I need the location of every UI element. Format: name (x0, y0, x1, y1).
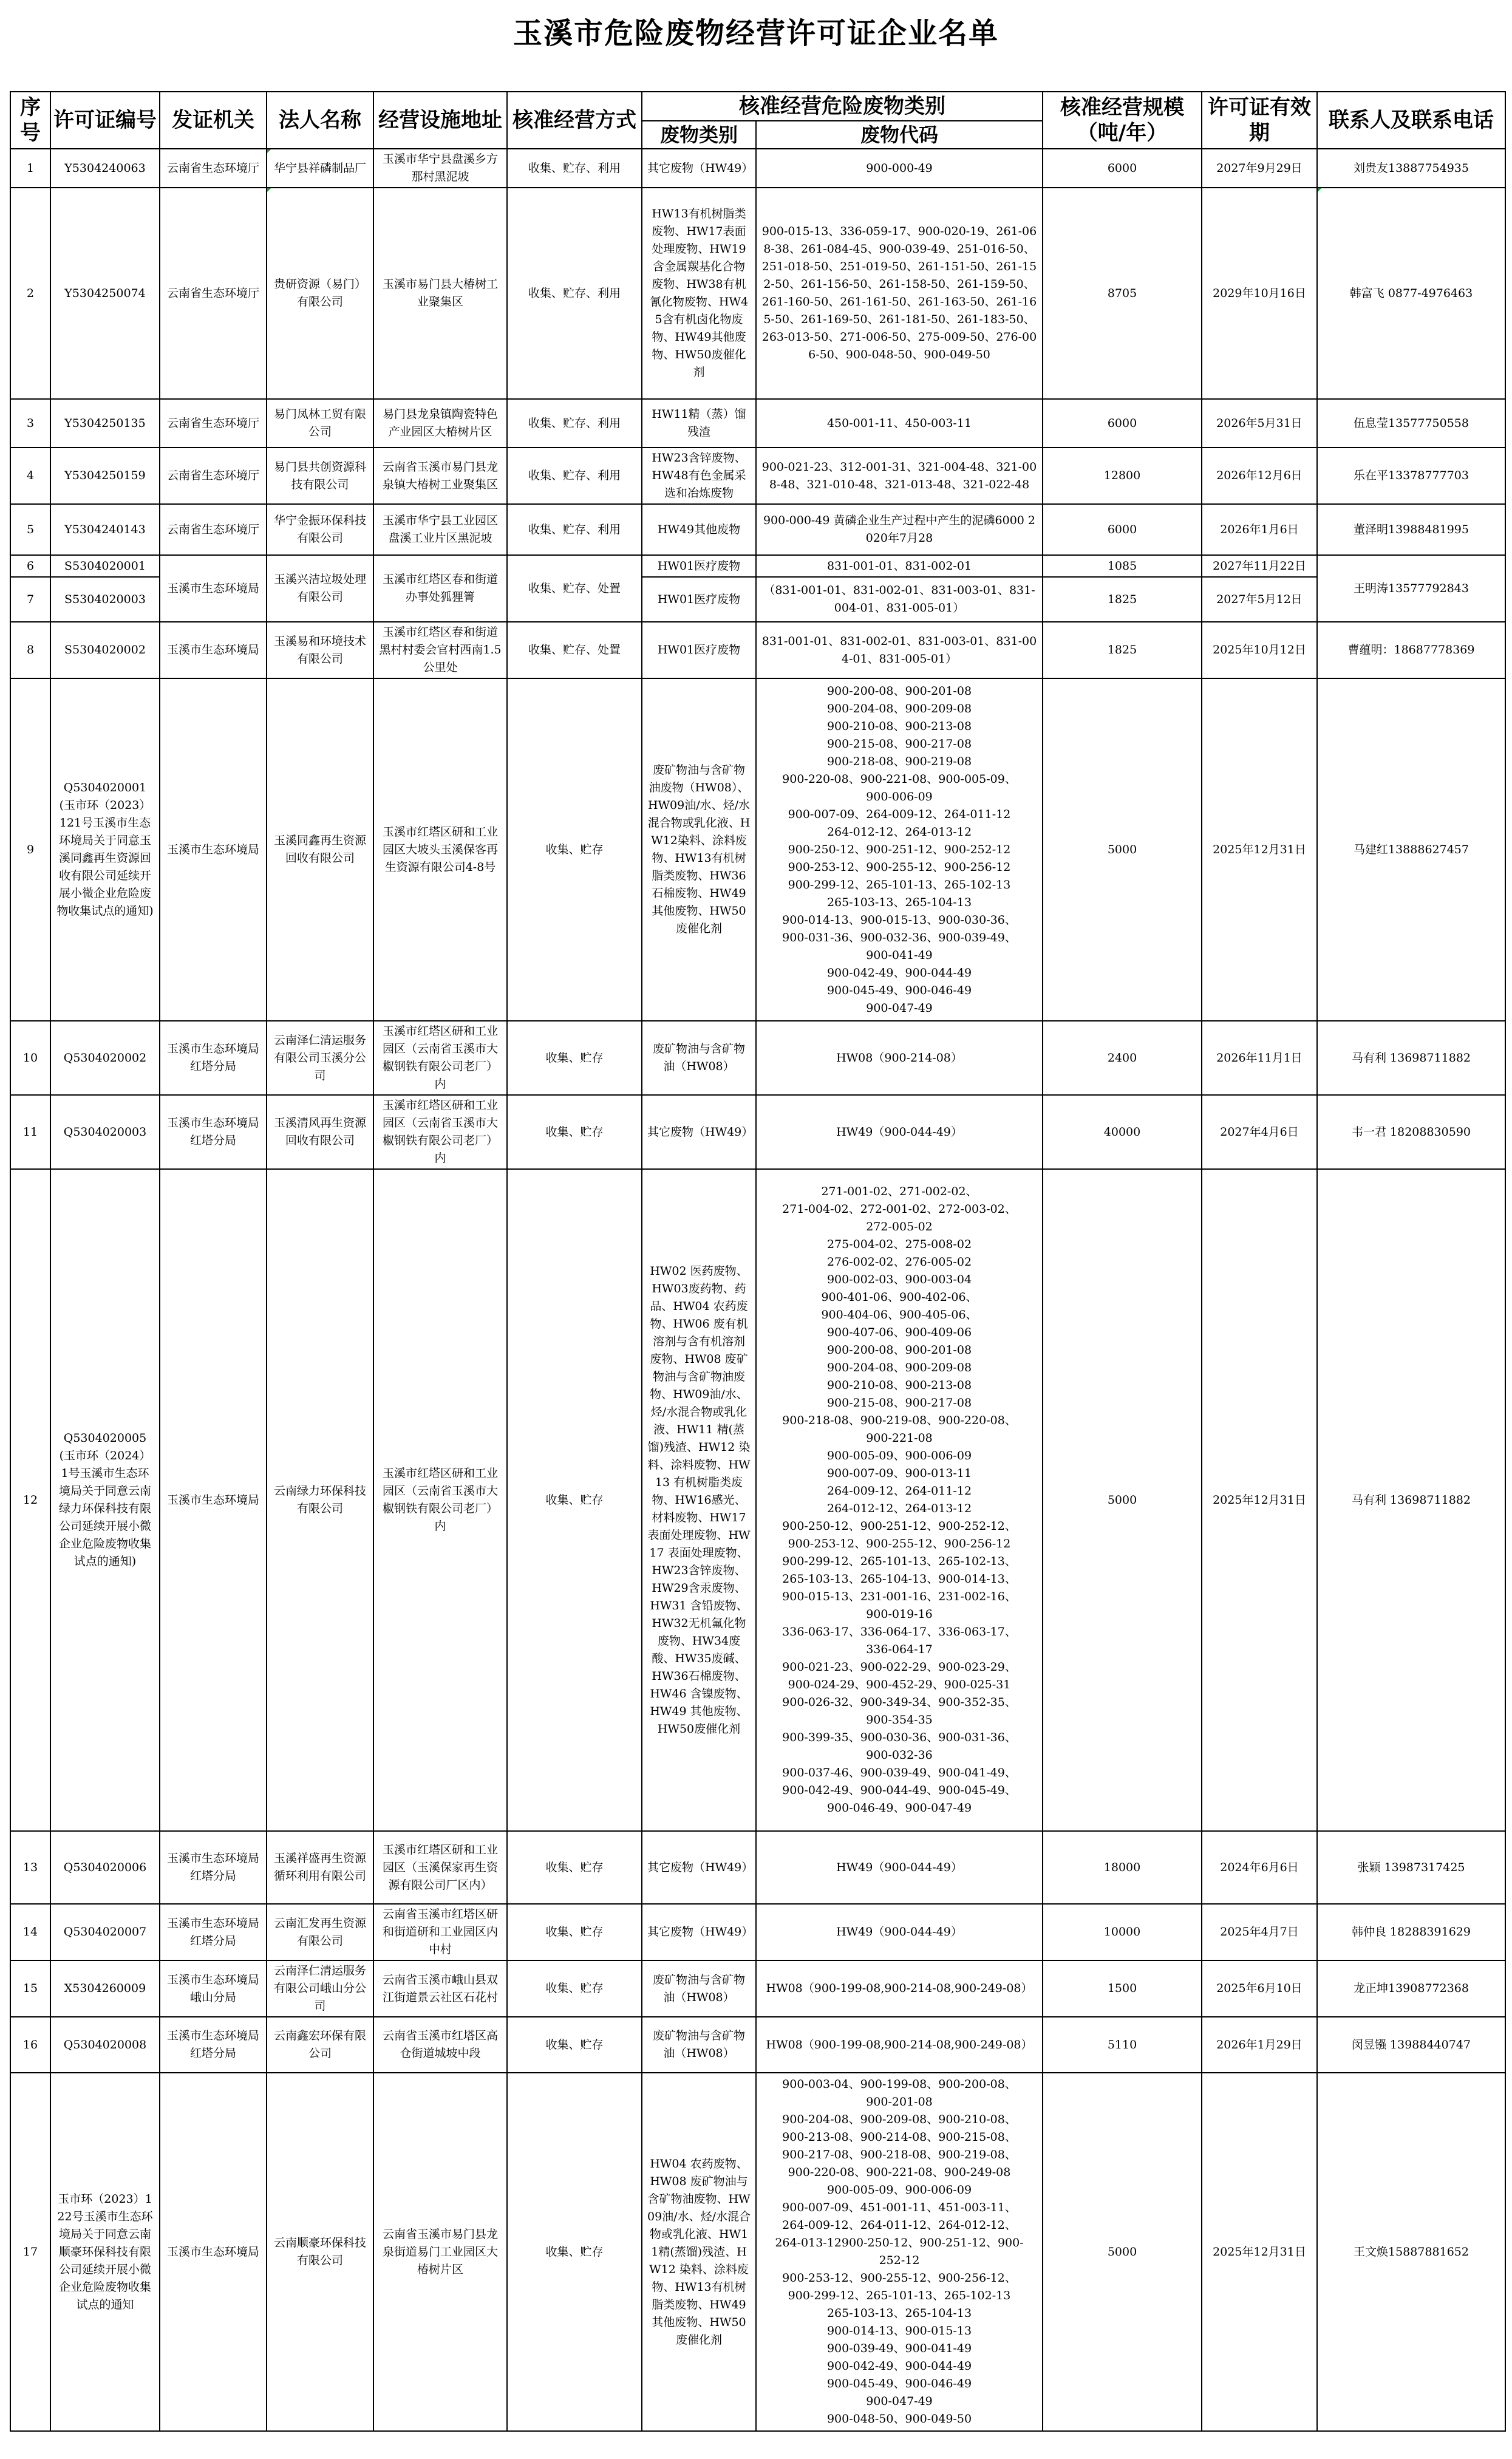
header-validity: 许可证有效期 (1202, 92, 1317, 149)
cell-mode: 收集、贮存、处置 (507, 622, 642, 678)
cell-name: 云南顺豪环保科技有限公司 (267, 2073, 373, 2431)
cell-contact: 曹蕴明：18687778369 (1317, 622, 1505, 678)
cell-name: 贵研资源（易门）有限公司 (267, 188, 373, 399)
table-row (10, 1904, 1505, 1960)
cell-address: 玉溪市红塔区春和街道黑村村委会官村西南1.5公里处 (373, 622, 507, 678)
table-row (10, 399, 1505, 448)
cell-mode: 收集、贮存、利用 (507, 399, 642, 448)
cell-issuer: 玉溪市生态环境局 (160, 678, 267, 1021)
cell-license: Q5304020001(玉市环（2023）121号玉溪市生态环境局关于同意玉溪同鑫再生资源回收有限公司延续开展小微企业危险废物收集试点的通知) (50, 678, 160, 1021)
cell-no: 5 (10, 504, 50, 555)
cell-code: 900-015-13、336-059-17、900-020-19、261-068-38、261-084-45、900-039-49、251-016-50、251-018-50、251-019-50、261-151-50、261-152-50、261-156-50、261-158-50、261-159-50、261-160-50、261-161-50、261-163-50、261-165-50、261-169-50、261-181-50、261-183-50、263-013-50、271-006-50、275-009-50、276-006-50、900-048-50、900-049-50 (756, 188, 1043, 399)
table-row (10, 555, 1505, 577)
cell-category: 废矿物油与含矿物油废物（HW08）、HW09油/水、烃/水混合物或乳化液、HW12染料、涂料废物、HW13有机树脂类废物、HW36 石棉废物、HW49 其他废物、HW50 废催化剂 (642, 678, 756, 1021)
cell-license: Q5304020008 (50, 2017, 160, 2073)
cell-issuer: 玉溪市生态环境局红塔分局 (160, 1021, 267, 1095)
cell-address: 玉溪市红塔区研和工业园区（云南省玉溪市大椒钢铁有限公司老厂）内 (373, 1021, 507, 1095)
cell-category: 其它废物（HW49） (642, 1904, 756, 1960)
cell-no: 14 (10, 1904, 50, 1960)
cell-issuer: 玉溪市生态环境局红塔分局 (160, 1095, 267, 1169)
cell-scale: 5000 (1043, 678, 1202, 1021)
cell-no: 12 (10, 1169, 50, 1831)
cell-code: 900-000-49 黄磷企业生产过程中产生的泥磷6000 2020年7月28 (756, 504, 1043, 555)
cell-contact: 韦一君 18208830590 (1317, 1095, 1505, 1169)
cell-code: 450-001-11、450-003-11 (756, 399, 1043, 448)
table-row (10, 1021, 1505, 1095)
cell-category: 其它废物（HW49） (642, 1095, 756, 1169)
cell-address: 玉溪市易门县大椿树工业聚集区 (373, 188, 507, 399)
cell-no: 6 (10, 555, 50, 577)
table-row (10, 1095, 1505, 1169)
cell-address: 玉溪市红塔区研和工业园区（玉溪保家再生资源有限公司厂区内） (373, 1831, 507, 1904)
cell-address: 云南省玉溪市红塔区研和街道研和工业园区内中村 (373, 1904, 507, 1960)
table-row (10, 1169, 1505, 1831)
cell-name: 云南汇发再生资源有限公司 (267, 1904, 373, 1960)
cell-address: 玉溪市红塔区春和街道办事处狐狸箐 (373, 555, 507, 622)
cell-contact: 刘贵友13887754935 (1317, 149, 1505, 188)
cell-scale: 40000 (1043, 1095, 1202, 1169)
cell-validity: 2026年12月6日 (1202, 448, 1317, 504)
cell-no: 2 (10, 188, 50, 399)
cell-scale: 8705 (1043, 188, 1202, 399)
cell-scale: 6000 (1043, 399, 1202, 448)
header-issuer: 发证机关 (160, 92, 267, 149)
cell-no: 11 (10, 1095, 50, 1169)
cell-category: 其它废物（HW49） (642, 1831, 756, 1904)
cell-license: Q5304020005(玉市环（2024）1号玉溪市生态环境局关于同意云南绿力环保科技有限公司延续开展小微企业危险废物收集试点的通知) (50, 1169, 160, 1831)
cell-code: 900-000-49 (756, 149, 1043, 188)
header-waste-group: 核准经营危险废物类别 (642, 92, 1043, 121)
cell-code: HW49（900-044-49） (756, 1831, 1043, 1904)
header-waste-category: 废物类别 (642, 121, 756, 149)
cell-contact: 闵昱镪 13988440747 (1317, 2017, 1505, 2073)
cell-category: HW11精（蒸）馏残渣 (642, 399, 756, 448)
table-row (10, 622, 1505, 678)
cell-name: 云南绿力环保科技有限公司 (267, 1169, 373, 1831)
header-facility-address: 经营设施地址 (373, 92, 507, 149)
cell-code: HW08（900-199-08,900-214-08,900-249-08） (756, 1960, 1043, 2017)
cell-scale: 1825 (1043, 577, 1202, 622)
cell-mode: 收集、贮存 (507, 1021, 642, 1095)
cell-scale: 12800 (1043, 448, 1202, 504)
cell-address: 玉溪市华宁县盘溪乡方那村黑泥坡 (373, 149, 507, 188)
cell-address: 玉溪市红塔区研和工业园区（云南省玉溪市大椒钢铁有限公司老厂）内 (373, 1095, 507, 1169)
cell-mode: 收集、贮存、利用 (507, 504, 642, 555)
cell-issuer: 云南省生态环境厅 (160, 448, 267, 504)
cell-license: Y5304250135 (50, 399, 160, 448)
cell-license: Y5304250074 (50, 188, 160, 399)
cell-scale: 10000 (1043, 1904, 1202, 1960)
cell-contact: 马有利 13698711882 (1317, 1021, 1505, 1095)
cell-category: 废矿物油与含矿物油（HW08） (642, 1960, 756, 2017)
cell-name: 易门县共创资源科技有限公司 (267, 448, 373, 504)
cell-contact: 韩富飞 0877-4976463 (1317, 188, 1505, 399)
cell-validity: 2026年11月1日 (1202, 1021, 1317, 1095)
cell-issuer: 玉溪市生态环境局 (160, 2073, 267, 2431)
cell-issuer: 玉溪市生态环境局 (160, 622, 267, 678)
cell-no: 9 (10, 678, 50, 1021)
cell-validity: 2025年4月7日 (1202, 1904, 1317, 1960)
cell-name: 玉溪兴洁垃圾处理有限公司 (267, 555, 373, 622)
cell-mode: 收集、贮存 (507, 1169, 642, 1831)
cell-no: 13 (10, 1831, 50, 1904)
cell-mode: 收集、贮存、利用 (507, 448, 642, 504)
cell-category: HW01医疗废物 (642, 577, 756, 622)
header-no: 序号 (10, 92, 50, 149)
cell-license: Y5304250159 (50, 448, 160, 504)
cell-scale: 5000 (1043, 1169, 1202, 1831)
cell-mode: 收集、贮存 (507, 2017, 642, 2073)
cell-scale: 1500 (1043, 1960, 1202, 2017)
cell-code: 900-200-08、900-201-08 900-204-08、900-209-08 900-210-08、900-213-08 900-215-08、900-217-08 900-218-08、900-219-08 900-220-08、900-221-08、900-005-09、 900-006-09 900-007-09、264-009-12、264-011-12 264-012-12、264-013-12 900-250-12、900-251-12、900-252-12 900-253-12、900-255-12、900-256-12 900-299-12、265-101-13、265-102-13 265-103-13、265-104-13 900-014-13、900-015-13、900-030-36、 900-031-36、900-032-36、900-039-49、 900-041-49 900-042-49、900-044-49 900-045-49、900-046-49 900-047-49 (756, 678, 1043, 1021)
cell-code: HW49（900-044-49） (756, 1095, 1043, 1169)
cell-name: 云南泽仁清运服务有限公司峨山分公司 (267, 1960, 373, 2017)
cell-contact: 伍息莹13577750558 (1317, 399, 1505, 448)
table-row (10, 1960, 1505, 2017)
cell-address: 易门县龙泉镇陶瓷特色产业园区大椿树片区 (373, 399, 507, 448)
cell-mode: 收集、贮存、利用 (507, 149, 642, 188)
cell-license: Q5304020007 (50, 1904, 160, 1960)
cell-address: 云南省玉溪市易门县龙泉镇大椿树工业聚集区 (373, 448, 507, 504)
cell-no: 10 (10, 1021, 50, 1095)
cell-validity: 2026年1月6日 (1202, 504, 1317, 555)
cell-mode: 收集、贮存、处置 (507, 555, 642, 622)
cell-category: HW01医疗废物 (642, 555, 756, 577)
cell-mode: 收集、贮存 (507, 1960, 642, 2017)
header-scale: 核准经营规模（吨/年） (1043, 92, 1202, 149)
cell-name: 玉溪祥盛再生资源循环利用有限公司 (267, 1831, 373, 1904)
cell-license: Q5304020003 (50, 1095, 160, 1169)
cell-issuer: 玉溪市生态环境局红塔分局 (160, 2017, 267, 2073)
header-license-no: 许可证编号 (50, 92, 160, 149)
cell-category: HW01医疗废物 (642, 622, 756, 678)
cell-no: 17 (10, 2073, 50, 2431)
table-row (10, 2073, 1505, 2431)
header-waste-code: 废物代码 (756, 121, 1043, 149)
cell-issuer: 玉溪市生态环境局红塔分局 (160, 1904, 267, 1960)
page-title: 玉溪市危险废物经营许可证企业名单 (513, 16, 999, 50)
cell-issuer: 云南省生态环境厅 (160, 399, 267, 448)
cell-scale: 2400 (1043, 1021, 1202, 1095)
cell-contact: 乐在平13378777703 (1317, 448, 1505, 504)
table-row (10, 504, 1505, 555)
cell-validity: 2025年12月31日 (1202, 1169, 1317, 1831)
cell-no: 3 (10, 399, 50, 448)
cell-scale: 6000 (1043, 504, 1202, 555)
cell-issuer: 云南省生态环境厅 (160, 504, 267, 555)
header-approved-mode: 核准经营方式 (507, 92, 642, 149)
cell-code: 900-003-04、900-199-08、900-200-08、 900-201-08 900-204-08、900-209-08、900-210-08、 900-213-08、900-214-08、900-215-08、 900-217-08、900-218-08、900-219-08、 900-220-08、900-221-08、900-249-08 900-005-09、900-006-09 900-007-09、451-001-11、451-003-11、 264-009-12、264-011-12、264-012-12、 264-013-12900-250-12、900-251-12、900- 252-12 900-253-12、900-255-12、900-256-12、 900-299-12、265-101-13、265-102-13 265-103-13、265-104-13 900-014-13、900-015-13 900-039-49、900-041-49 900-042-49、900-044-49 900-045-49、900-046-49 900-047-49 900-048-50、900-049-50 (756, 2073, 1043, 2431)
cell-address: 玉溪市红塔区研和工业园区大坡头玉溪保客再生资源有限公司4-8号 (373, 678, 507, 1021)
cell-validity: 2027年9月29日 (1202, 149, 1317, 188)
cell-name: 玉溪同鑫再生资源回收有限公司 (267, 678, 373, 1021)
cell-name: 易门凤林工贸有限公司 (267, 399, 373, 448)
cell-license: 玉市环（2023）122号玉溪市生态环境局关于同意云南顺豪环保科技有限公司延续开展小微企业危险废物收集试点的通知 (50, 2073, 160, 2431)
cell-issuer: 玉溪市生态环境局 (160, 1169, 267, 1831)
cell-validity: 2025年12月31日 (1202, 678, 1317, 1021)
cell-validity: 2026年1月29日 (1202, 2017, 1317, 2073)
cell-contact: 王文焕15887881652 (1317, 2073, 1505, 2431)
cell-code: HW08（900-199-08,900-214-08,900-249-08） (756, 2017, 1043, 2073)
cell-contact: 王明涛13577792843 (1317, 555, 1505, 622)
license-table (10, 91, 1506, 2432)
cell-contact: 马建红13888627457 (1317, 678, 1505, 1021)
cell-address: 玉溪市华宁县工业园区盘溪工业片区黑泥坡 (373, 504, 507, 555)
cell-category: HW23含锌废物、HW48有色金属采选和冶炼废物 (642, 448, 756, 504)
cell-code: 271-001-02、271-002-02、 271-004-02、272-001-02、272-003-02、 272-005-02 275-004-02、275-008-02 276-002-02、276-005-02 900-002-03、900-003-04 900-401-06、900-402-06、 900-404-06、900-405-06、 900-407-06、900-409-06 900-200-08、900-201-08 900-204-08、900-209-08 900-210-08、900-213-08 900-215-08、900-217-08 900-218-08、900-219-08、900-220-08、 900-221-08 900-005-09、900-006-09 900-007-09、900-013-11 264-009-12、264-011-12 264-012-12、264-013-12 900-250-12、900-251-12、900-252-12、 900-253-12、900-255-12、900-256-12 900-299-12、265-101-13、265-102-13、 265-103-13、265-104-13、900-014-13、 900-015-13、231-001-16、231-002-16、 900-019-16 336-063-17、336-064-17、336-063-17、 336-064-17 900-021-23、900-022-29、900-023-29、 900-024-29、900-452-29、900-025-31 900-026-32、900-349-34、900-352-35、 900-354-35 900-399-35、900-030-36、900-031-36、 900-032-36 900-037-46、900-039-49、900-041-49、 900-042-49、900-044-49、900-045-49、 900-046-49、900-047-49 (756, 1169, 1043, 1831)
header-contact: 联系人及联系电话 (1317, 92, 1505, 149)
cell-validity: 2024年6月6日 (1202, 1831, 1317, 1904)
cell-code: 831-001-01、831-002-01、831-003-01、831-004-01、831-005-01） (756, 622, 1043, 678)
cell-name: 玉溪清风再生资源回收有限公司 (267, 1095, 373, 1169)
cell-license: Q5304020002 (50, 1021, 160, 1095)
cell-mode: 收集、贮存 (507, 1095, 642, 1169)
cell-mode: 收集、贮存 (507, 1904, 642, 1960)
cell-address: 云南省玉溪市易门县龙泉街道易门工业园区大椿树片区 (373, 2073, 507, 2431)
cell-category: 废矿物油与含矿物油（HW08） (642, 2017, 756, 2073)
cell-name: 华宁金振环保科技有限公司 (267, 504, 373, 555)
cell-issuer: 玉溪市生态环境局峨山分局 (160, 1960, 267, 2017)
table-row (10, 678, 1505, 1021)
cell-category: HW02 医药废物、HW03废药物、药品、HW04 农药废物、HW06 废有机溶剂与含有机溶剂废物、HW08 废矿物油与含矿物油废物、HW09油/水、烃/水混合物或乳化液、HW11 精(蒸馏)残渣、HW12 染料、涂料废物、HW13 有机树脂类废物、HW16感光、材料废物、HW17 表面处理废物、HW17 表面处理废物、HW23含锌废物、HW29含汞废物、HW31 含铅废物、HW32无机氟化物废物、HW34废酸、HW35废碱、HW36石棉废物、HW46 含镍废物、HW49 其他废物、HW50废催化剂 (642, 1169, 756, 1831)
table-row (10, 188, 1505, 399)
cell-category: 废矿物油与含矿物油（HW08） (642, 1021, 756, 1095)
cell-validity: 2029年10月16日 (1202, 188, 1317, 399)
cell-mode: 收集、贮存 (507, 2073, 642, 2431)
cell-license: Y5304240143 (50, 504, 160, 555)
cell-category: HW04 农药废物、HW08 废矿物油与含矿物油废物、HW09油/水、烃/水混合物或乳化液、HW11精(蒸馏)残渣、HW12 染料、涂料废物、HW13有机树脂类废物、HW49 其他废物、HW50废催化剂 (642, 2073, 756, 2431)
header-legal-name: 法人名称 (267, 92, 373, 149)
cell-contact: 张颖 13987317425 (1317, 1831, 1505, 1904)
cell-name: 云南泽仁清运服务有限公司玉溪分公司 (267, 1021, 373, 1095)
cell-license: Y5304240063 (50, 149, 160, 188)
cell-issuer: 玉溪市生态环境局红塔分局 (160, 1831, 267, 1904)
cell-code: 831-001-01、831-002-01 (756, 555, 1043, 577)
cell-issuer: 云南省生态环境厅 (160, 188, 267, 399)
cell-license: Q5304020006 (50, 1831, 160, 1904)
cell-code: 900-021-23、312-001-31、321-004-48、321-008-48、321-010-48、321-013-48、321-022-48 (756, 448, 1043, 504)
cell-category: HW13有机树脂类废物、HW17表面处理废物、HW19含金属羰基化合物废物、HW38有机氰化物废物、HW45含有机卤化物废物、HW49其他废物、HW50废催化剂 (642, 188, 756, 399)
table-row (10, 1831, 1505, 1904)
cell-issuer: 玉溪市生态环境局 (160, 555, 267, 622)
cell-contact: 马有利 13698711882 (1317, 1169, 1505, 1831)
table-row (10, 2017, 1505, 2073)
cell-code: HW08（900-214-08） (756, 1021, 1043, 1095)
cell-scale: 18000 (1043, 1831, 1202, 1904)
cell-validity: 2025年12月31日 (1202, 2073, 1317, 2431)
cell-validity: 2027年4月6日 (1202, 1095, 1317, 1169)
cell-category: 其它废物（HW49） (642, 149, 756, 188)
cell-validity: 2025年6月10日 (1202, 1960, 1317, 2017)
cell-license: X5304260009 (50, 1960, 160, 2017)
cell-issuer: 云南省生态环境厅 (160, 149, 267, 188)
cell-validity: 2026年5月31日 (1202, 399, 1317, 448)
cell-code: HW49（900-044-49） (756, 1904, 1043, 1960)
cell-code: （831-001-01、831-002-01、831-003-01、831-004-01、831-005-01） (756, 577, 1043, 622)
cell-category: HW49其他废物 (642, 504, 756, 555)
cell-scale: 6000 (1043, 149, 1202, 188)
cell-license: S5304020002 (50, 622, 160, 678)
cell-validity: 2025年10月12日 (1202, 622, 1317, 678)
cell-contact: 董泽明13988481995 (1317, 504, 1505, 555)
cell-no: 1 (10, 149, 50, 188)
cell-mode: 收集、贮存 (507, 1831, 642, 1904)
cell-validity: 2027年11月22日 (1202, 555, 1317, 577)
cell-mode: 收集、贮存、利用 (507, 188, 642, 399)
cell-validity: 2027年5月12日 (1202, 577, 1317, 622)
cell-scale: 5000 (1043, 2073, 1202, 2431)
table-row (10, 448, 1505, 504)
cell-name: 玉溪易和环境技术有限公司 (267, 622, 373, 678)
cell-name: 云南鑫宏环保有限公司 (267, 2017, 373, 2073)
table-row (10, 149, 1505, 188)
cell-contact: 韩仲良 18288391629 (1317, 1904, 1505, 1960)
cell-scale: 1085 (1043, 555, 1202, 577)
cell-address: 玉溪市红塔区研和工业园区（云南省玉溪市大椒钢铁有限公司老厂）内 (373, 1169, 507, 1831)
cell-no: 8 (10, 622, 50, 678)
cell-license: S5304020001 (50, 555, 160, 577)
cell-address: 云南省玉溪市峨山县双江街道景云社区石花村 (373, 1960, 507, 2017)
cell-no: 7 (10, 577, 50, 622)
cell-license: S5304020003 (50, 577, 160, 622)
cell-scale: 1825 (1043, 622, 1202, 678)
cell-contact: 龙正坤13908772368 (1317, 1960, 1505, 2017)
cell-name: 华宁县祥磷制品厂 (267, 149, 373, 188)
cell-address: 云南省玉溪市红塔区高仓街道城坡中段 (373, 2017, 507, 2073)
cell-mode: 收集、贮存 (507, 678, 642, 1021)
cell-no: 16 (10, 2017, 50, 2073)
cell-scale: 5110 (1043, 2017, 1202, 2073)
cell-no: 4 (10, 448, 50, 504)
cell-no: 15 (10, 1960, 50, 2017)
